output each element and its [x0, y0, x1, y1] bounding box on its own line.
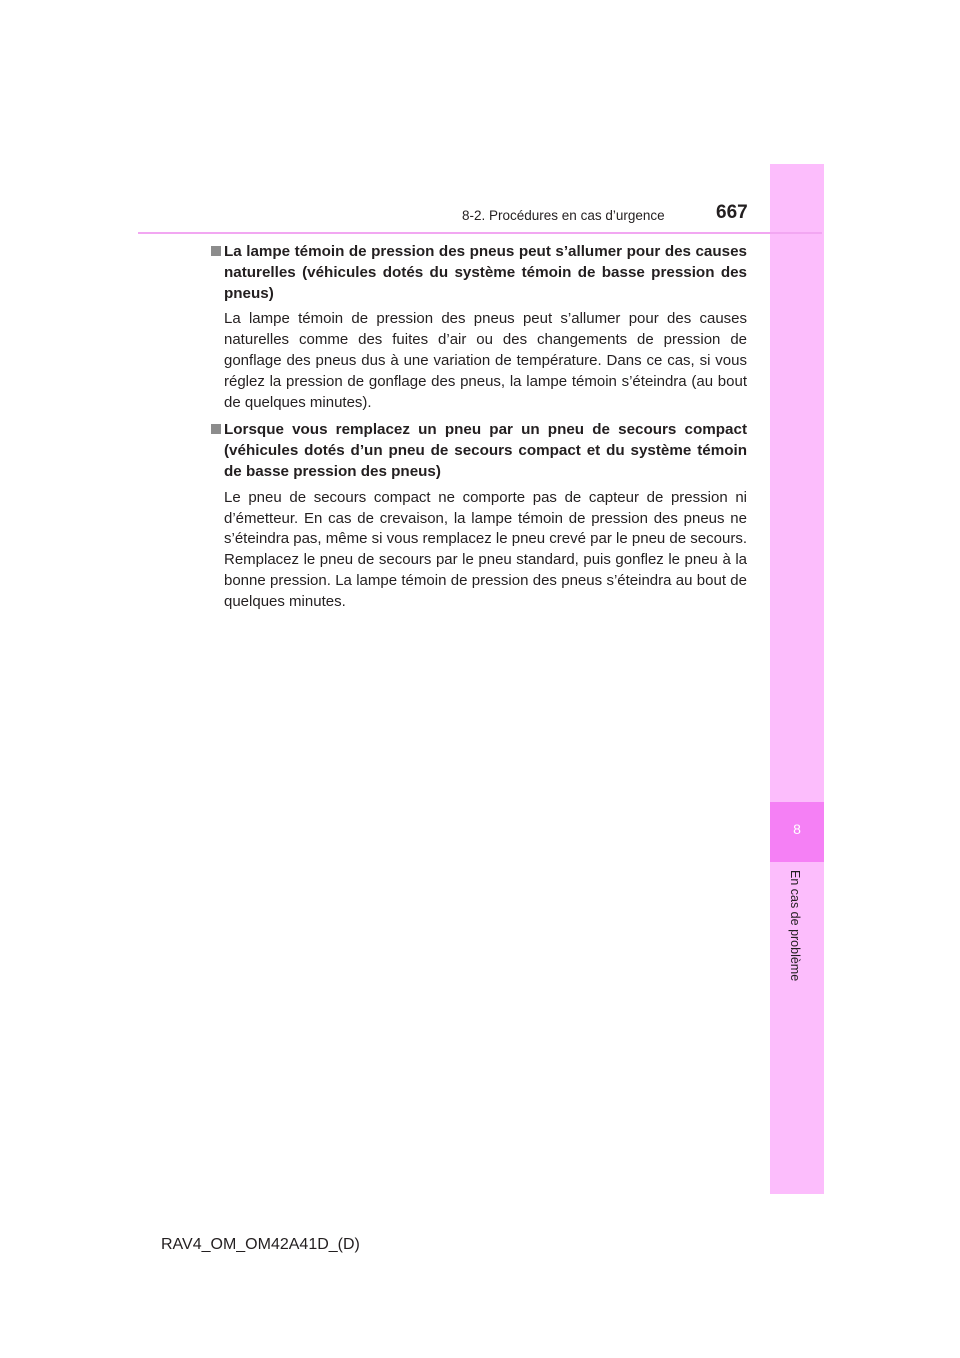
chapter-title: En cas de problème	[788, 870, 802, 982]
chapter-side-tab	[770, 164, 824, 1194]
header-section-title: 8-2. Procédures en cas d’urgence	[462, 208, 665, 223]
section-tire-warning-natural-causes	[211, 242, 747, 413]
section-heading: Lorsque vous remplacez un pneu par un pneu de secours compact (véhicules dotés d’un pneu de secours compact et du système témoin de basse pression des pneus)	[224, 421, 747, 480]
document-code: RAV4_OM_OM42A41D_(D)	[161, 1236, 360, 1253]
square-bullet-icon	[211, 246, 221, 256]
square-bullet-icon	[211, 424, 221, 434]
header-divider	[138, 232, 822, 234]
page-content	[211, 242, 747, 620]
page-number: 667	[716, 202, 748, 223]
chapter-number: 8	[793, 821, 801, 837]
section-body: Le pneu de secours compact ne comporte pas de capteur de pression ni d’émetteur. En cas de crevaison, la lampe témoin de pression des pneus ne s’éteindra pas, même si vous remplacez le pneu crevé par le pneu de secours. Remplacez le pneu de secours par le pneu standard, puis gonflez le pneu à la bonne pression. La lampe témoin de pression des pneus s’éteindra au bout de quelques minutes.	[224, 488, 747, 610]
section-heading: La lampe témoin de pression des pneus peut s’allumer pour des causes naturelles (véhicules dotés du système témoin de basse pression des pneus)	[224, 243, 747, 302]
section-compact-spare-tire	[211, 420, 747, 612]
section-body: La lampe témoin de pression des pneus peut s’allumer pour des causes naturelles comme des fuites d’air ou des changements de pression de gonflage des pneus dus à une variation de température. Dans ce cas, si vous réglez la pression de gonflage des pneus, la lampe témoin s’éteindra (au bout de quelques minutes).	[224, 310, 747, 411]
